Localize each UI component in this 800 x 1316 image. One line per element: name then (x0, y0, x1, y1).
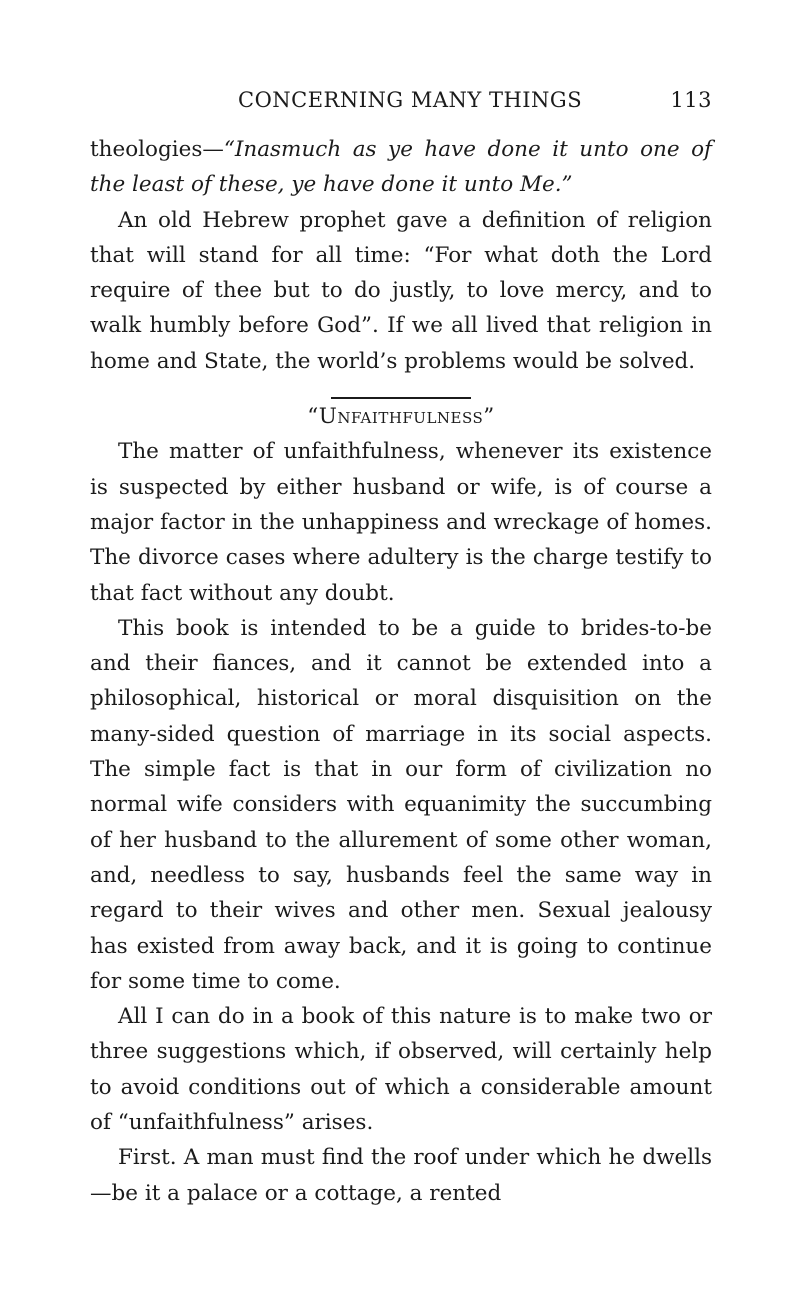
running-head (90, 88, 712, 122)
paragraph-suggestions: All I can do in a book of this nature is to make two or three suggestions which, if observed, will certainly help to avoid conditions out of which a considerable amount of “unfaithfulness” arises. (90, 1004, 712, 1136)
paragraph-hebrew-prophet: An old Hebrew prophet gave a definition of religion that will stand for all time: “For what doth the Lord require of thee but to do justly, to love mercy, and to walk humbly before God”. If we all lived that religion in home and State, the world’s problems would be solved. (90, 207, 712, 374)
paragraph-theologies (90, 132, 712, 203)
paragraph-lead: theologies— (90, 137, 224, 162)
paragraph-unfaithfulness-matter: The matter of unfaithfulness, whenever its existence is suspected by either husband or wife, is of course a major factor in the unhappiness and wreckage of homes. The divorce cases where adultery is the charge testify to that fact without any doubt. (90, 439, 712, 606)
paragraph-book-intent: This book is intended to be a guide to brides-to-be and their fiances, and it cannot be extended into a philosophical, historical or moral disquisition on the many-sided question of marriage in its social aspects. The simple fact is that in our form of civilization no normal wife considers with equanimity the succumbing of her husband to the allurement of some other woman, and, needless to say, husbands feel the same way in regard to their wives and other men. Sexual jealousy has existed from away back, and it is going to continue for some time to come. (90, 615, 712, 994)
book-page (90, 88, 712, 1211)
page-number: 113 (670, 88, 712, 112)
body-text (90, 132, 712, 1211)
running-title: CONCERNING MANY THINGS (238, 88, 583, 112)
scripture-quote: “Inasmuch as ye have done it unto one of the least of these, ye have done it unto Me.” (90, 137, 712, 198)
paragraph-first: First. A man must find the roof under which he dwells—be it a palace or a cottage, a rented (90, 1145, 712, 1206)
section-heading: “Unfaithfulness” (307, 404, 495, 430)
